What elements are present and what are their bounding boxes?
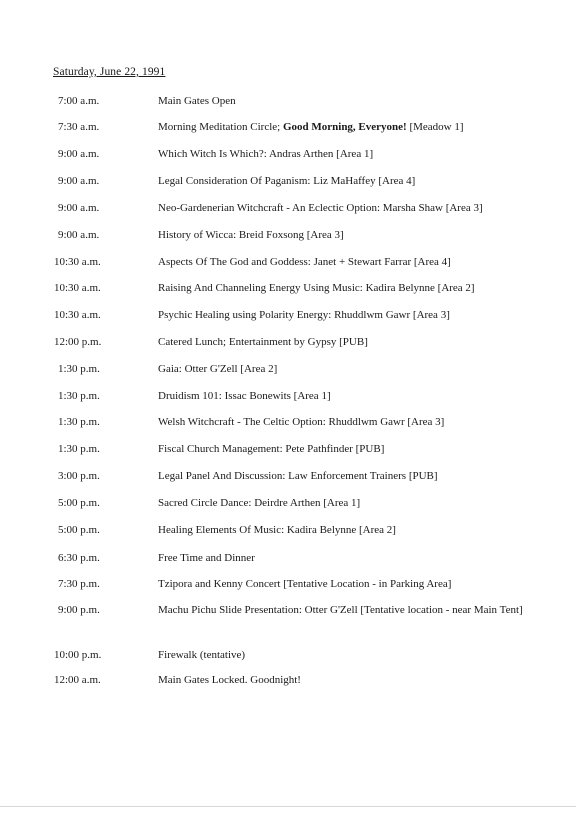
schedule-time: 9:00 a.m.: [58, 148, 100, 160]
schedule-event: [158, 389, 538, 404]
schedule-event-text: Fiscal Church Management: Pete Pathfinder [PUB]: [158, 443, 385, 455]
schedule-event: [158, 308, 538, 323]
schedule-time: 1:30 p.m.: [58, 363, 100, 375]
schedule-time: 3:00 p.m.: [58, 470, 100, 482]
schedule-event-text: Catered Lunch; Entertainment by Gypsy [PUB]: [158, 336, 368, 348]
schedule-time: 12:00 p.m.: [54, 336, 102, 348]
schedule-event-text: Gaia: Otter G'Zell [Area 2]: [158, 363, 278, 375]
schedule-event: [158, 281, 538, 296]
schedule-time: 10:30 a.m.: [54, 309, 101, 321]
schedule-event-text: Firewalk (tentative): [158, 649, 246, 661]
schedule-event: [158, 673, 538, 688]
schedule-time: 9:00 a.m.: [58, 175, 100, 187]
schedule-time: 12:00 a.m.: [54, 674, 101, 686]
schedule-event: [158, 442, 538, 457]
schedule-event: [158, 523, 538, 538]
schedule-event: [158, 496, 538, 511]
schedule-event: [158, 469, 538, 484]
schedule-time: 9:00 a.m.: [58, 202, 100, 214]
schedule-time: 10:30 a.m.: [54, 282, 101, 294]
schedule-event: [158, 362, 538, 377]
schedule-time: 10:30 a.m.: [54, 256, 101, 268]
schedule-event-text: Sacred Circle Dance: Deirdre Arthen [Area 1]: [158, 497, 361, 509]
schedule-time: 5:00 p.m.: [58, 497, 100, 509]
schedule-event: [158, 255, 538, 270]
schedule-event-text: Which Witch Is Which?: Andras Arthen [Area 1]: [158, 148, 374, 160]
schedule-time: 5:00 p.m.: [58, 524, 100, 536]
schedule-time: 7:00 a.m.: [58, 95, 100, 107]
schedule-event: [158, 201, 538, 216]
schedule-event-location: [Meadow 1]: [409, 121, 464, 133]
schedule-event-text: Main Gates Open: [158, 95, 236, 107]
schedule-event: [158, 174, 538, 189]
schedule-event-text: Welsh Witchcraft - The Celtic Option: Rhuddlwm Gawr [Area 3]: [158, 416, 445, 428]
schedule-event-text: Main Gates Locked. Goodnight!: [158, 674, 301, 686]
schedule-event: [158, 577, 538, 592]
schedule-time: 1:30 p.m.: [58, 416, 100, 428]
schedule-time: 9:00 a.m.: [58, 229, 100, 241]
schedule-event-emphasis: Good Morning, Everyone!: [282, 121, 407, 133]
schedule-event: [158, 147, 538, 162]
schedule-event-text: Legal Panel And Discussion: Law Enforcement Trainers [PUB]: [158, 470, 438, 482]
schedule-time: 1:30 p.m.: [58, 443, 100, 455]
schedule-event-text: Psychic Healing using Polarity Energy: Rhuddlwm Gawr [Area 3]: [158, 309, 450, 321]
schedule-event: [158, 648, 538, 663]
schedule-event-text: Free Time and Dinner: [158, 552, 255, 564]
schedule-event-text: Machu Pichu Slide Presentation: Otter G'Zell [Tentative location - near Main Tent]: [158, 604, 523, 616]
schedule-event-text: Legal Consideration Of Paganism: Liz MaHaffey [Area 4]: [158, 175, 416, 187]
schedule-event: [158, 551, 538, 566]
schedule-event: [158, 415, 538, 430]
schedule-event-text: Neo-Gardenerian Witchcraft - An Eclectic Option: Marsha Shaw [Area 3]: [158, 202, 483, 214]
schedule-time: 10:00 p.m.: [54, 649, 102, 661]
schedule-time: 7:30 a.m.: [58, 121, 100, 133]
schedule-event-text: Healing Elements Of Music: Kadira Belynne [Area 2]: [158, 524, 396, 536]
schedule-event-text: Druidism 101: Issac Bonewits [Area 1]: [158, 390, 331, 402]
schedule-event: [158, 120, 538, 135]
schedule-event: [158, 94, 538, 109]
page-heading: Saturday, June 22, 1991: [53, 66, 166, 78]
schedule-event: [158, 603, 538, 618]
page-edge-divider: [0, 806, 576, 807]
schedule-event-text: Morning Meditation Circle;: [158, 121, 281, 133]
schedule-event-text: Raising And Channeling Energy Using Music: Kadira Belynne [Area 2]: [158, 282, 475, 294]
schedule-event-text: Tzipora and Kenny Concert [Tentative Location - in Parking Area]: [158, 578, 452, 590]
schedule-event-text: Aspects Of The God and Goddess: Janet + Stewart Farrar [Area 4]: [158, 256, 451, 268]
schedule-time: 1:30 p.m.: [58, 390, 100, 402]
schedule-time: 6:30 p.m.: [58, 552, 100, 564]
schedule-event-text: History of Wicca: Breid Foxsong [Area 3]: [158, 229, 344, 241]
schedule-event: [158, 228, 538, 243]
schedule-time: 7:30 p.m.: [58, 578, 100, 590]
schedule-time: 9:00 p.m.: [58, 604, 100, 616]
schedule-event: [158, 335, 538, 350]
